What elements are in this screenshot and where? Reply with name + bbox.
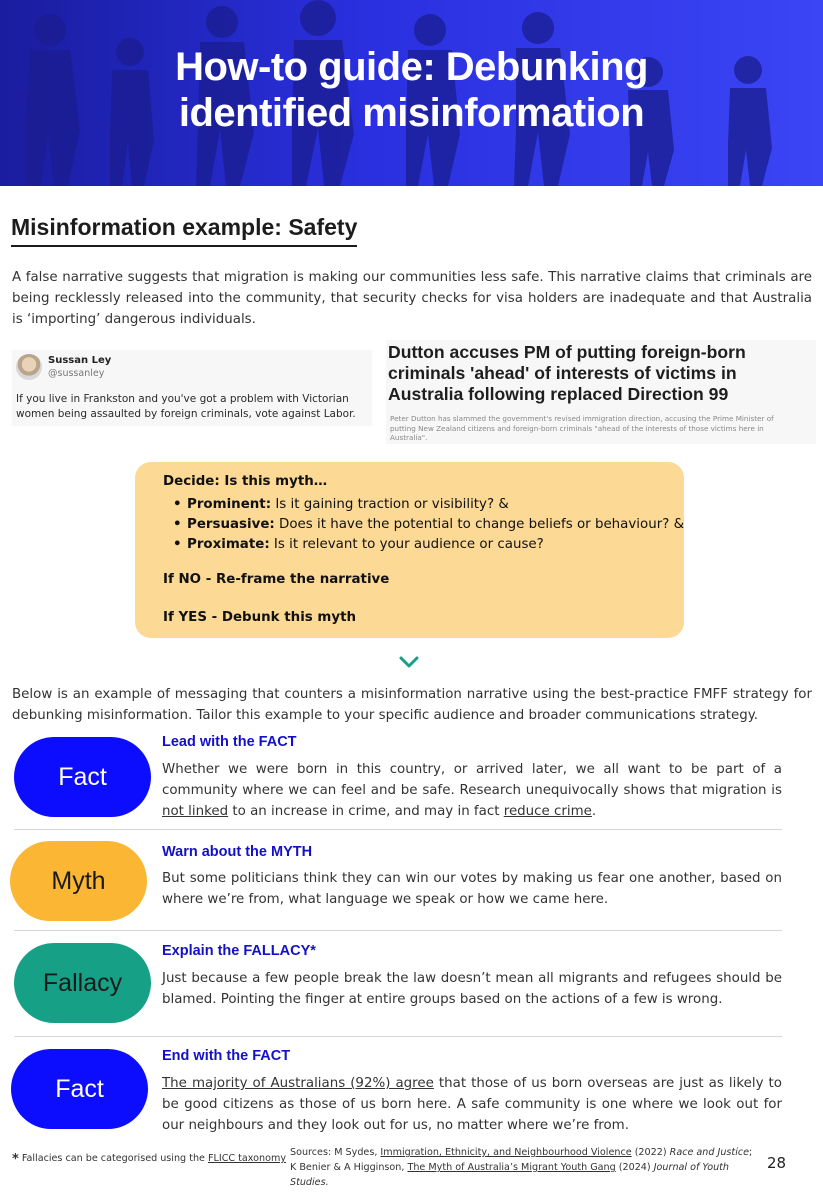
reduce-crime-link[interactable]: reduce crime bbox=[503, 804, 592, 819]
chevron-down-icon bbox=[398, 654, 420, 670]
divider bbox=[14, 829, 782, 830]
fact-lead-text-part: . bbox=[591, 804, 597, 819]
fact-lead-text-part: Whether we were born in this country, or arrived later, we all want to be part of a community where we can feel and be safe. Research unequivocally shows that migration is bbox=[162, 762, 782, 798]
decide-title: Decide: Is this myth… bbox=[163, 474, 328, 489]
sources-text: ; bbox=[749, 1147, 753, 1158]
fmff-intro-paragraph: Below is an example of messaging that counters a misinformation narrative using the best-practice FMFF strategy for debunking misinformation. Tailor this example to your specific audience and broader communications strategy. bbox=[12, 687, 812, 723]
decide-criterion-term: Proximate: bbox=[187, 537, 270, 552]
decide-criterion-text: Is it gaining traction or visibility? & bbox=[271, 497, 509, 512]
decide-criterion bbox=[173, 495, 684, 515]
source-2-link[interactable]: The Myth of Australia’s Migrant Youth Gang bbox=[407, 1162, 616, 1173]
sources-text: K Benier & A Higginson, bbox=[290, 1162, 408, 1173]
decide-criterion bbox=[173, 535, 684, 555]
footnote-text: Fallacies can be categorised using the bbox=[18, 1153, 208, 1164]
page-number: 28 bbox=[767, 1154, 787, 1172]
source-1-link[interactable]: Immigration, Ethnicity, and Neighbourhood Violence bbox=[380, 1147, 632, 1158]
fact-lead-text bbox=[162, 759, 782, 822]
decide-criterion-term: Persuasive: bbox=[187, 517, 275, 532]
fallacy-title: Explain the FALLACY* bbox=[162, 943, 316, 959]
fact-end-title: End with the FACT bbox=[162, 1048, 291, 1064]
decide-if-no: If NO - Re-frame the narrative bbox=[163, 572, 390, 587]
decide-criteria-list bbox=[173, 495, 684, 555]
footnote bbox=[12, 1152, 286, 1167]
decide-criterion-term: Prominent: bbox=[187, 497, 272, 512]
source-1-journal: Race and Justice bbox=[669, 1147, 750, 1158]
fact-lead-text-part: to an increase in crime, and may in fact bbox=[228, 804, 504, 819]
news-clipping bbox=[386, 340, 816, 444]
tweet-text: If you live in Frankston and you've got a problem with Victorian women being assaulted by foreign criminals, vote against Labor. bbox=[16, 393, 356, 420]
decide-box bbox=[135, 462, 684, 638]
avatar bbox=[16, 354, 42, 380]
section-heading: Misinformation example: Safety bbox=[11, 214, 357, 247]
page-title-line-1: How-to guide: Debunking bbox=[175, 45, 648, 89]
myth-pill: Myth bbox=[10, 841, 147, 921]
fact-end-text-part: that those of us born overseas are just as likely to be good citizens as those of us born here. A safe community is one where we look out for our neighbours and they look out for us, no matter where we’re from. bbox=[162, 1076, 782, 1133]
source-2-journal: Journal of Youth Studies. bbox=[290, 1162, 730, 1188]
page-title-line-2: identified misinformation bbox=[178, 91, 645, 135]
divider bbox=[14, 1036, 782, 1037]
myth-text: But some politicians think they can win our votes by making us fear one another, based on where we’re from, what language we speak or how we came here. bbox=[162, 871, 782, 907]
fallacy-text: Just because a few people break the law doesn’t mean all migrants and refugees should be blamed. Pointing the finger at entire groups based on the actions of a few is wrong. bbox=[162, 971, 782, 1007]
decide-criterion bbox=[173, 515, 684, 535]
sources-text: Sources: M Sydes, bbox=[290, 1147, 381, 1158]
divider bbox=[14, 930, 782, 931]
news-body: Peter Dutton has slammed the government's revised immigration direction, accusing the Prime Minister of putting New Zealand citizens and foreign-born criminals "ahead of the interests of those victims here in Australia". bbox=[390, 414, 774, 442]
page-title bbox=[0, 44, 823, 136]
tweet-author-name: Sussan Ley bbox=[48, 355, 112, 366]
sources bbox=[290, 1145, 760, 1190]
fact-pill: Fact bbox=[14, 737, 151, 817]
tweet-author-handle: @sussanley bbox=[48, 368, 105, 379]
myth-title: Warn about the MYTH bbox=[162, 844, 313, 860]
footnote-star: * bbox=[12, 1152, 19, 1167]
news-headline: Dutton accuses PM of putting foreign-born criminals 'ahead' of interests of victims in Australia following replaced Direction 99 bbox=[388, 342, 746, 404]
fact-lead-title: Lead with the FACT bbox=[162, 734, 297, 750]
fact-end-pill: Fact bbox=[11, 1049, 148, 1129]
flicc-taxonomy-link[interactable]: FLICC taxonomy bbox=[208, 1153, 287, 1164]
decide-if-yes: If YES - Debunk this myth bbox=[163, 610, 357, 625]
fact-end-text bbox=[162, 1073, 782, 1136]
majority-agree-link[interactable]: The majority of Australians (92%) agree bbox=[162, 1076, 434, 1091]
not-linked-link[interactable]: not linked bbox=[162, 804, 229, 819]
decide-criterion-text: Is it relevant to your audience or cause? bbox=[269, 537, 544, 552]
decide-criterion-text: Does it have the potential to change beliefs or behaviour? & bbox=[274, 517, 685, 532]
fallacy-pill: Fallacy bbox=[14, 943, 151, 1023]
sources-text: (2022) bbox=[631, 1147, 670, 1158]
tweet-card bbox=[12, 350, 372, 426]
sources-text: (2024) bbox=[615, 1162, 654, 1173]
header-banner bbox=[0, 0, 823, 186]
intro-paragraph: A false narrative suggests that migration is making our communities less safe. This narrative claims that criminals are being recklessly released into the community, that security checks for visa holders are inadequate and that Australia is ‘importing’ dangerous individuals. bbox=[12, 270, 812, 327]
